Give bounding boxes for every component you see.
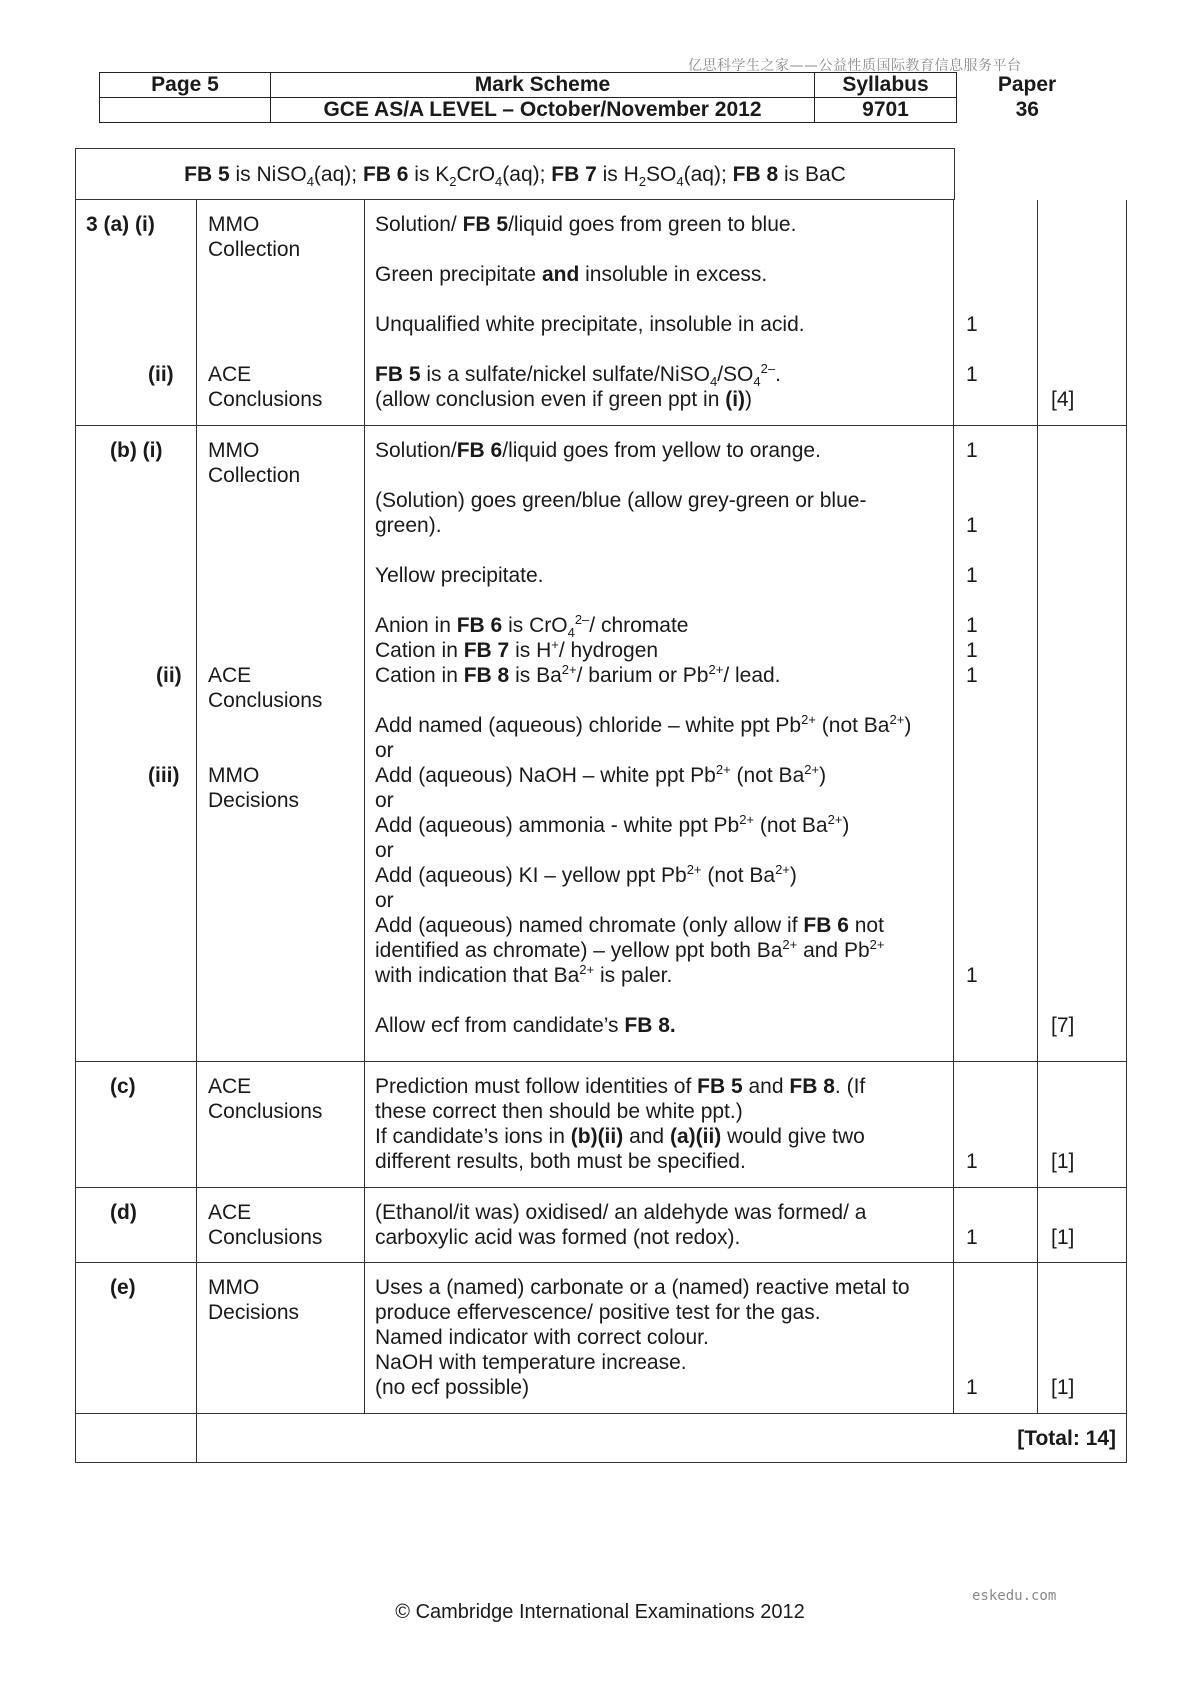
skill-label: Collection (208, 238, 301, 261)
answer-text: or (375, 739, 394, 762)
answer-text: Add (aqueous) named chromate (only allow if FB 6 not (375, 914, 884, 937)
total-row (75, 1414, 1127, 1463)
mark-value: 1 (966, 664, 978, 687)
question-number: (e) (110, 1276, 136, 1299)
question-number: (d) (110, 1201, 137, 1224)
grand-total: [Total: 14] (1017, 1427, 1116, 1450)
syllabus-code: 9701 (815, 98, 957, 123)
question-number: (b) (i) (110, 439, 163, 462)
answer-text: Cation in FB 8 is $Ba^{2+}/$ barium or $Pb^{2+}/$ lead. (375, 662, 781, 687)
answer-text: (allow conclusion even if green ppt in (i)) (375, 388, 753, 411)
paper-label: Paper (997, 73, 1057, 96)
answer-text: Add (aqueous) NaOH – white ppt $Pb^{2+}$ (not $Ba^{2+}$) (375, 762, 827, 787)
answer-text: Add named (aqueous) chloride – white ppt $Pb^{2+}$ (not $Ba^{2+}$) (375, 712, 912, 737)
header-table (99, 72, 1098, 123)
answer-text: with indication that $Ba^{2+}$ is paler. (375, 962, 673, 987)
skill-label: MMO (208, 764, 260, 787)
answer-text: Uses a (named) carbonate or a (named) reactive metal to (375, 1276, 910, 1299)
skill-label: MMO (208, 1276, 260, 1299)
answer-text: Yellow precipitate. (375, 564, 544, 587)
answer-text: FB 5 is a sulfate/nickel sulfate/$NiSO_4/SO_4^{2-}$. (375, 361, 781, 390)
mark-value: 1 (966, 1376, 978, 1399)
answer-text: green). (375, 514, 442, 537)
mark-value: 1 (966, 514, 978, 537)
copyright-footer: © Cambridge International Examinations 2012 (395, 1601, 805, 1623)
answer-text: or (375, 789, 394, 812)
answer-text: (Solution) goes green/blue (allow grey-green or blue- (375, 489, 867, 512)
watermark-bottom: eskedu.com (972, 1588, 1057, 1604)
subtotal-mark: [7] (1051, 1014, 1075, 1037)
mark-value: 1 (966, 564, 978, 587)
subpart-label: (iii) (148, 764, 180, 787)
skill-label: ACE (208, 363, 252, 386)
subtotal-mark: [1] (1051, 1376, 1075, 1399)
skill-label: MMO (208, 439, 260, 462)
answer-text: Add (aqueous) KI – yellow ppt $Pb^{2+}$ (not $Ba^{2+}$) (375, 862, 797, 887)
skill-label: Conclusions (208, 1100, 323, 1123)
answer-text: Named indicator with correct colour. (375, 1326, 709, 1349)
question-number: (c) (110, 1075, 136, 1098)
syllabus-label: Syllabus (815, 73, 957, 98)
answer-text: Allow ecf from candidate’s FB 8. (375, 1014, 676, 1037)
answer-text: (Ethanol/it was) oxidised/ an aldehyde was formed/ a (375, 1201, 867, 1224)
skill-label: Conclusions (208, 1226, 323, 1249)
answer-text: or (375, 839, 394, 862)
question-3a-row (75, 200, 1127, 426)
skill-label: ACE (208, 664, 252, 687)
skill-label: ACE (208, 1075, 252, 1098)
skill-label: Conclusions (208, 689, 323, 712)
answer-text: produce effervescence/ positive test for the gas. (375, 1301, 821, 1324)
answer-text: Solution/ FB 5/liquid goes from green to blue. (375, 213, 797, 236)
paper-number: 36 (1015, 98, 1039, 121)
answer-text: these correct then should be white ppt.) (375, 1100, 743, 1123)
skill-label: Conclusions (208, 388, 323, 411)
subpart-label: (ii) (156, 664, 182, 687)
mark-value: 1 (966, 964, 978, 987)
question-number: 3 (a) (i) (86, 213, 155, 236)
question-3d-row (75, 1188, 1127, 1263)
exam-session: GCE AS/A LEVEL – October/November 2012 (271, 98, 815, 123)
question-3e-row (75, 1263, 1127, 1414)
skill-label: Collection (208, 464, 301, 487)
answer-text: (no ecf possible) (375, 1376, 530, 1399)
answer-text: Anion in FB 6 is CrO$_4^{2-}$/ chromate (375, 612, 689, 641)
skill-label: Decisions (208, 789, 300, 812)
question-3c-row (75, 1062, 1127, 1188)
watermark-top: 亿思科学生之家——公益性质国际教育信息服务平台 (688, 58, 1022, 74)
answer-text: Green precipitate and insoluble in excess. (375, 263, 768, 286)
mark-value: 1 (966, 1150, 978, 1173)
answer-text: NaOH with temperature increase. (375, 1351, 687, 1374)
mark-value: 1 (966, 1226, 978, 1249)
answer-text: Solution/FB 6/liquid goes from yellow to orange. (375, 439, 821, 462)
mark-value: 1 (966, 614, 978, 637)
mark-value: 1 (966, 313, 978, 336)
mark-value: 1 (966, 363, 978, 386)
mark-value: 1 (966, 439, 978, 462)
answer-text: identified as chromate) – yellow ppt both $Ba^{2+}$ and $Pb^{2+}$ (375, 937, 885, 962)
mark-value: 1 (966, 639, 978, 662)
subtotal-mark: [1] (1051, 1226, 1075, 1249)
document-title: Mark Scheme (271, 73, 815, 98)
header-blank-cell (100, 98, 271, 123)
question-3b-row (75, 426, 1127, 1062)
page-number: Page 5 (100, 73, 271, 98)
answer-text: or (375, 889, 394, 912)
subtotal-mark: [1] (1051, 1150, 1075, 1173)
mark-scheme-table (75, 148, 1127, 1463)
skill-label: ACE (208, 1201, 252, 1224)
skill-label: Decisions (208, 1301, 300, 1324)
subpart-label: (ii) (148, 363, 174, 386)
answer-text: Unqualified white precipitate, insoluble in acid. (375, 313, 805, 336)
answer-text: Cation in FB 7 is H+/ hydrogen (375, 637, 659, 662)
subtotal-mark: [4] (1051, 388, 1075, 411)
answer-text: Add (aqueous) ammonia - white ppt $Pb^{2+}$ (not $Ba^{2+}$) (375, 812, 850, 837)
solution-identities: FB 5 is NiSO$_4$(aq); FB 6 is $K_2CrO_4(aq)$; FB 7 is $H_2SO_4(aq)$; FB 8 is BaC (75, 148, 955, 200)
skill-label: MMO (208, 213, 260, 236)
answer-text: different results, both must be specified. (375, 1150, 746, 1173)
answer-text: If candidate’s ions in (b)(ii) and (a)(ii) would give two (375, 1125, 865, 1148)
answer-text: carboxylic acid was formed (not redox). (375, 1226, 741, 1249)
answer-text: Prediction must follow identities of FB 5 and FB 8. (If (375, 1075, 866, 1098)
